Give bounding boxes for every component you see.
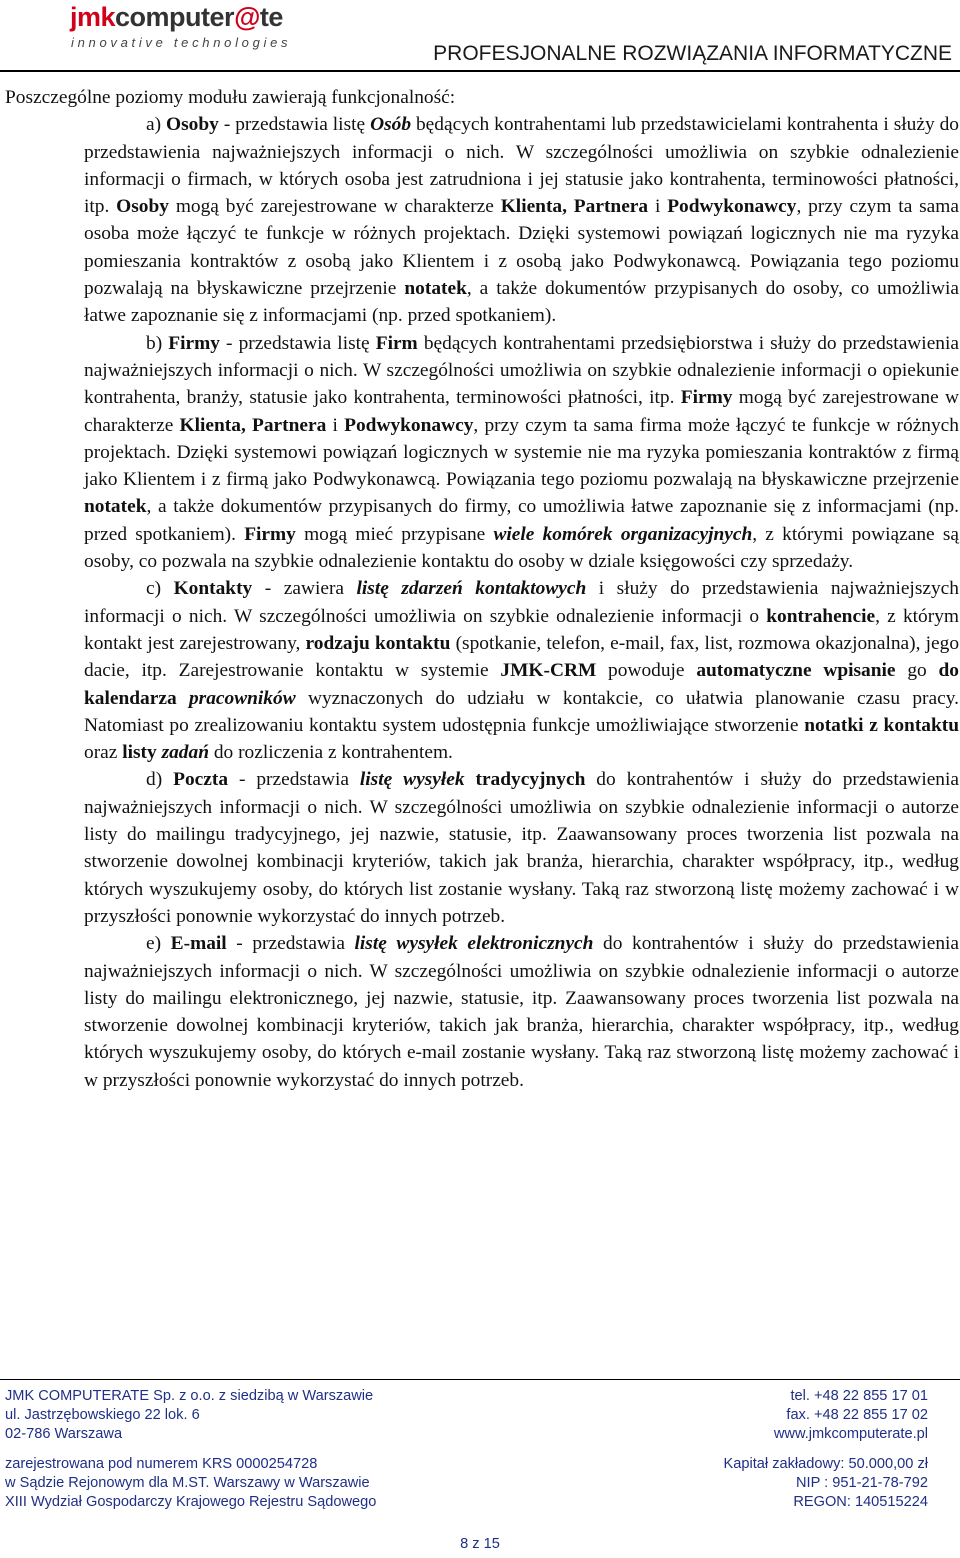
text-run: kontrahencie xyxy=(766,605,876,627)
text-run xyxy=(465,769,476,790)
text-run: Firmy xyxy=(244,523,296,545)
footer-court: w Sądzie Rejonowym dla M.ST. Warszawy w Warszawie xyxy=(5,1475,370,1491)
text-run: listę zdarzeń kontaktowych xyxy=(356,578,587,600)
text-run: do rozliczenia z kontrahentem. xyxy=(208,742,453,764)
text-run: automatyczne wpisanie xyxy=(696,660,896,682)
footer-row xyxy=(0,1456,960,1476)
text-run: , z którymi powiązane są osoby, co pozwala na szybkie odnalezienie kontaktu do osoby w dziale księgowości czy sprzedaży. xyxy=(84,523,959,573)
text-run: listę wysyłek xyxy=(359,769,465,791)
page-number: 8 z 15 xyxy=(460,1536,500,1552)
logo-wordmark: jmkcomputer@te xyxy=(70,2,283,32)
text-run: - przedstawia xyxy=(228,769,360,791)
text-run: JMK-CRM xyxy=(500,660,597,682)
text-run: Osób xyxy=(370,114,412,136)
text-run: Podwykonawcy xyxy=(667,196,797,218)
text-run: będących kontrahentami lub przedstawicielami kontrahenta i służy do przedstawienia najważniejszych informacji o nich. W szczególności umożliwia on szybkie odnalezienie informacji o firmach, w których osoba jest zatrudniona i jej statusie jako kontrahenta, terminowości płatności, itp. xyxy=(84,114,959,218)
text-run: pracowników xyxy=(188,687,296,709)
footer-fax: fax. +48 22 855 17 02 xyxy=(786,1407,928,1423)
list-marker: b) xyxy=(146,332,163,354)
text-run: Firm xyxy=(375,332,418,354)
text-run: Osoby xyxy=(166,114,219,136)
intro-paragraph: Poszczególne poziomy modułu zawierają funkcjonalność: xyxy=(5,87,456,108)
text-run: i xyxy=(648,196,668,218)
list-item xyxy=(84,930,959,1094)
text-run: mogą być zarejestrowane w charakterze xyxy=(84,387,959,436)
text-run: listę wysyłek elektronicznych xyxy=(354,933,594,955)
text-run: wiele komórek organizacyjnych xyxy=(493,523,753,545)
footer-regon: REGON: 140515224 xyxy=(793,1494,928,1510)
text-run: zadań xyxy=(161,742,209,764)
text-run: notatki z kontaktu xyxy=(804,714,959,736)
text-run: Osoby xyxy=(116,196,169,218)
text-run: Klienta, Partnera xyxy=(500,196,649,218)
list-marker: d) xyxy=(146,769,163,791)
text-run xyxy=(161,933,171,954)
text-run: notatek xyxy=(84,496,147,518)
text-run: Poczta xyxy=(173,769,229,791)
footer-nip: NIP : 951-21-78-792 xyxy=(796,1475,928,1491)
text-run: , a także dokumentów przypisanych do firmy, co umożliwia łatwe zapoznanie się z informacjami (np. przed spotkaniem). xyxy=(84,496,959,545)
header-divider xyxy=(0,70,960,72)
text-run: listy xyxy=(122,742,157,764)
header-tagline: PROFESJONALNE ROZWIĄZANIA INFORMATYCZNE xyxy=(433,42,952,65)
text-run: , przy czym ta sama firma może łączyć te funkcje w różnych projektach. Dzięki systemowi powiązań logicznych w systemie nie ma ryzyka pomieszania kontraktów z firmą jako Klientem i z firmą jako Podwykonawcą. Powiązania tego poziomu pozwalają na błyskawiczne przejrzenie xyxy=(84,414,959,491)
document-body xyxy=(5,84,959,1094)
text-run: - przedstawia listę xyxy=(218,114,371,136)
text-run: oraz xyxy=(84,742,123,764)
footer-division: XIII Wydział Gospodarczy Krajowego Rejestru Sądowego xyxy=(5,1494,377,1510)
text-run: , a także dokumentów przypisanych do osoby, co umożliwia łatwe zapoznanie się z informacjami (np. przed spotkaniem). xyxy=(84,278,960,327)
text-run: Kontakty xyxy=(173,578,253,600)
list-marker: e) xyxy=(146,933,162,955)
text-run xyxy=(161,578,174,599)
text-run: do kontrahentów i służy do przedstawienia najważniejszych informacji o nich. W szczególności umożliwia on szybkie odnalezienie informacji o autorze listy do mailingu tradycyjnego, jej nazwie, statusie, itp. Zaawansowany proces tworzenia list pozwala na stworzenie dowolnej kombinacji kryteriów, takich jak branża, hierarchia, charakter współpracy, itp., według których wyszukujemy osoby, do których list zostanie wysłany. Taką raz stworzoną listę możemy zachować i w przyszłości ponownie wykorzystać do innych potrzeb. xyxy=(84,769,959,927)
text-run: (spotkanie, telefon, e-mail, fax, list, rozmowa okazjonalna), jego dacie, itp. Zarejestrowanie kontaktu w systemie xyxy=(84,632,960,682)
text-run: , z którym kontakt jest zarejestrowany, xyxy=(84,605,959,654)
text-run: Firmy xyxy=(680,387,733,409)
text-run: tradycyjnych xyxy=(475,769,586,791)
text-run: - przedstawia listę xyxy=(219,332,376,354)
text-run: E-mail xyxy=(170,933,227,955)
text-run: i służy do przedstawienia najważniejszych informacji o nich. W szczególności umożliwia on szybkie odnalezienie informacji o xyxy=(84,578,959,627)
logo-subtitle: innovative technologies xyxy=(71,35,292,50)
footer-row xyxy=(0,1475,960,1495)
footer-row xyxy=(0,1407,960,1427)
page-header xyxy=(0,0,960,72)
list-item xyxy=(84,111,959,329)
list-item xyxy=(84,330,959,576)
text-run: , przy czym ta sama osoba może łączyć te funkcje w różnych projektach. Dzięki systemowi powiązań logicznych nie ma ryzyka pomieszania kontraktów z osobą jako Klientem i z osobą jako Podwykonawcą. Powiązania tego poziomu pozwalają na błyskawiczne przejrzenie xyxy=(84,196,959,300)
footer-street: ul. Jastrzębowskiego 22 lok. 6 xyxy=(5,1407,200,1423)
footer-company: JMK COMPUTERATE Sp. z o.o. z siedzibą w Warszawie xyxy=(5,1388,374,1404)
text-run: do kontrahentów i służy do przedstawienia najważniejszych informacji o nich. W szczególności umożliwia on szybkie odnalezienie informacji o autorze listy do mailingu elektronicznego, jej nazwie, statusie, itp. Zaawansowany proces tworzenia list pozwala na stworzenie dowolnej kombinacji kryteriów, takich jak branża, hierarchia, charakter współpracy, itp., według których wyszukujemy osoby, do których e-mail zostanie wysłany. Taką raz stworzoną listę możemy zachować i w przyszłości ponownie wykorzystać do innych potrzeb. xyxy=(84,933,960,1091)
footer-krs: zarejestrowana pod numerem KRS 0000254728 xyxy=(5,1456,318,1472)
text-run xyxy=(162,769,173,790)
text-run: Firmy xyxy=(168,332,220,354)
text-run xyxy=(177,688,189,709)
list-item xyxy=(84,766,959,930)
list-marker: a) xyxy=(146,114,162,136)
text-run: Podwykonawcy xyxy=(344,414,474,436)
footer-tel: tel. +48 22 855 17 01 xyxy=(790,1388,928,1404)
text-run: go xyxy=(895,660,939,682)
footer-divider xyxy=(0,1379,960,1380)
text-run: do kalendarza xyxy=(84,660,959,709)
text-run: rodzaju kontaktu xyxy=(305,632,451,654)
text-run: powoduje xyxy=(596,660,697,682)
text-run: - zawiera xyxy=(252,578,357,600)
footer-city: 02-786 Warszawa xyxy=(5,1426,123,1442)
text-run: notatek xyxy=(404,278,467,300)
text-run: wyznaczonych do udziału w kontakcie, co ułatwia planowanie czasu pracy. Natomiast po zrealizowaniu kontaktu system udostępnia funkcje umożliwiające stworzenie xyxy=(84,687,959,736)
list-marker: c) xyxy=(146,578,162,600)
text-run: - przedstawia xyxy=(226,933,355,955)
list-item xyxy=(84,575,959,766)
company-logo xyxy=(70,2,290,60)
footer-row xyxy=(0,1426,960,1446)
footer-row xyxy=(0,1388,960,1408)
text-run: będących kontrahentami przedsiębiorstwa i służy do przedstawienia najważniejszych informacji o nich. W szczególności umożliwia on szybkie odnalezienie informacji o opiekunie kontrahenta, branży, statusie jako kontrahenta, terminowości płatności, itp. xyxy=(84,332,959,409)
footer-website: www.jmkcomputerate.pl xyxy=(773,1426,928,1442)
text-run: Klienta, Partnera xyxy=(179,414,327,436)
text-run: i xyxy=(326,414,345,436)
footer-capital: Kapitał zakładowy: 50.000,00 zł xyxy=(723,1456,928,1472)
text-run: mogą być zarejestrowane w charakterze xyxy=(168,196,501,218)
text-run: mogą mieć przypisane xyxy=(295,523,494,545)
footer-row xyxy=(0,1494,960,1514)
